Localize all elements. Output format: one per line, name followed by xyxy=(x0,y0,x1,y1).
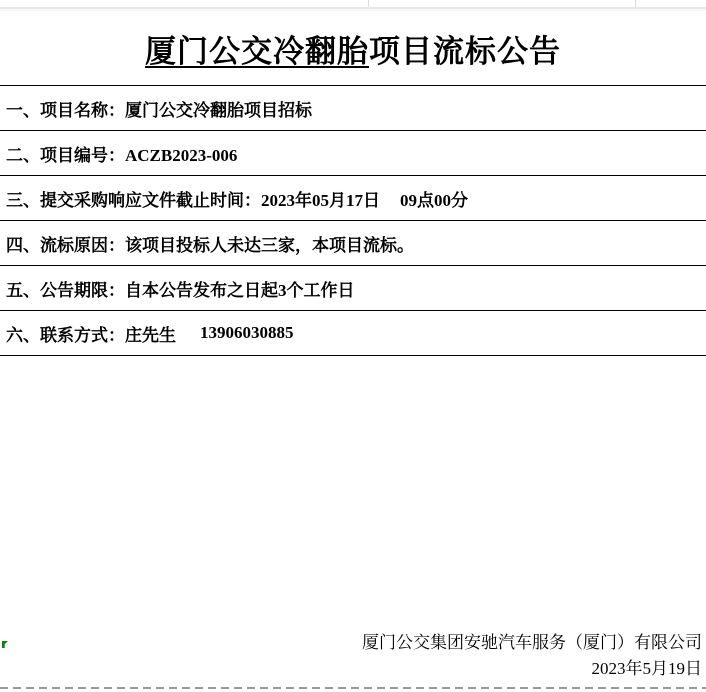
page-title xyxy=(145,26,561,71)
title-underlined-text: 厦门公交冷翻胎 xyxy=(145,33,369,69)
row-time-value: 09点00分 xyxy=(400,190,468,210)
footer-date: 2023年5月19日 xyxy=(591,659,702,678)
cell-divider xyxy=(368,0,369,7)
page-break-divider xyxy=(0,687,706,689)
row-text: 五、公告期限：自本公告发布之日起3个工作日 xyxy=(6,280,355,300)
row-project-number xyxy=(0,131,706,176)
contact-phone: 13906030885 xyxy=(200,323,294,342)
row-text: 四、流标原因：该项目投标人未达三家，本项目流标。 xyxy=(6,235,414,255)
row-text: 二、项目编号：ACZB2023-006 xyxy=(6,145,238,165)
announcement-table xyxy=(0,85,706,356)
row-project-name xyxy=(0,86,706,131)
row-deadline xyxy=(0,176,706,221)
cell-divider xyxy=(635,0,636,7)
row-notice-period xyxy=(0,266,706,311)
table-remnant-strip xyxy=(0,0,706,7)
row-contact xyxy=(0,311,706,356)
row-failure-reason xyxy=(0,221,706,266)
green-marker-icon xyxy=(2,641,8,648)
footer-company: 厦门公交集团安驰汽车服务（厦门）有限公司 xyxy=(362,633,702,652)
title-area xyxy=(0,11,706,85)
row-text: 一、项目名称：厦门公交冷翻胎项目招标 xyxy=(6,100,312,120)
row-text: 六、联系方式：庄先生 xyxy=(6,325,176,345)
footer-signature xyxy=(362,630,702,682)
title-rest-text: 项目流标公告 xyxy=(369,33,561,69)
row-text: 三、提交采购响应文件截止时间：2023年05月17日 xyxy=(6,190,380,210)
